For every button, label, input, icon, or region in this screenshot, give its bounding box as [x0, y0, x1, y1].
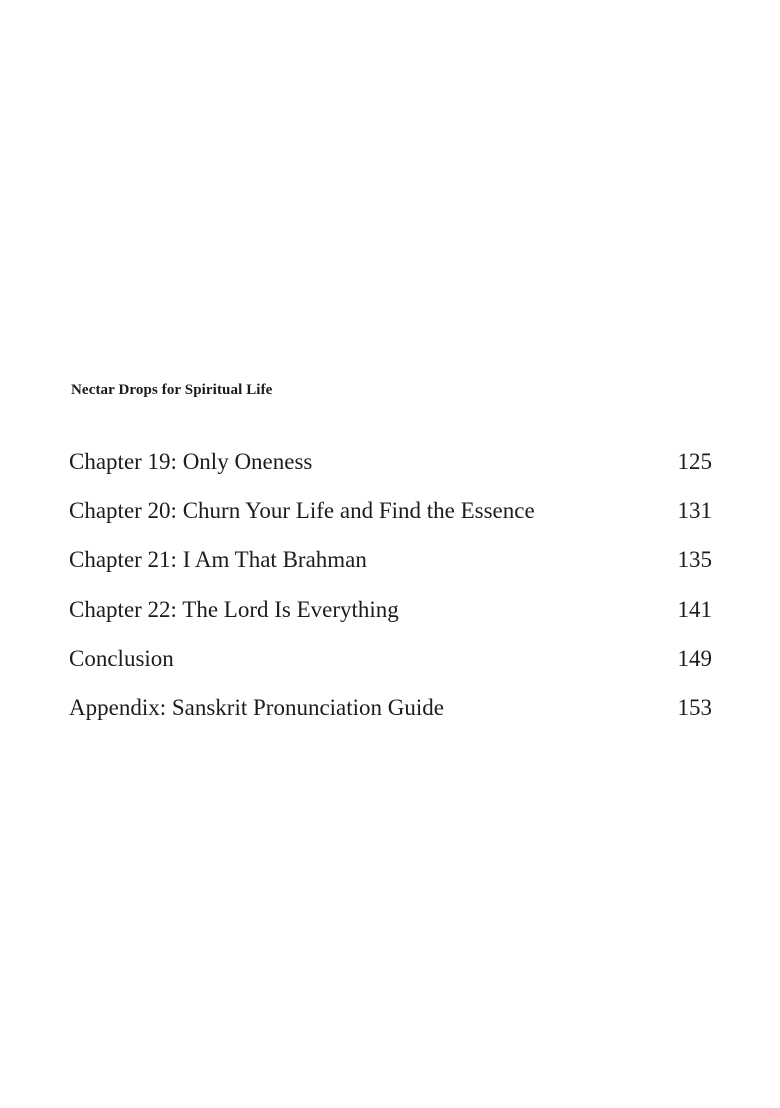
toc-entry-title: Chapter 20: Churn Your Life and Find the Essence	[69, 498, 535, 524]
toc-entry	[69, 446, 712, 495]
toc-entry-title: Chapter 19: Only Oneness	[69, 449, 313, 474]
toc-entry	[69, 495, 712, 544]
toc-entry-page-number: 125	[677, 449, 712, 474]
toc-entry-title: Chapter 21: I Am That Brahman	[69, 547, 367, 573]
toc-entry	[69, 643, 712, 692]
toc-entry-page-number: 153	[677, 694, 712, 720]
toc-entry-page-number: 131	[677, 498, 712, 524]
toc-entry	[69, 544, 712, 593]
table-of-contents	[69, 446, 712, 741]
toc-entry-page-number: 149	[677, 645, 712, 671]
toc-entry-title: Appendix: Sanskrit Pronunciation Guide	[69, 694, 444, 720]
toc-entry-page-number: 135	[677, 547, 712, 573]
toc-entry	[69, 692, 712, 741]
toc-entry-page-number: 141	[677, 596, 712, 622]
running-header-book-title: Nectar Drops for Spiritual Life	[71, 382, 273, 398]
toc-entry-title: Chapter 22: The Lord Is Everything	[69, 596, 399, 622]
toc-entry-title: Conclusion	[69, 645, 174, 671]
toc-entry	[69, 594, 712, 643]
